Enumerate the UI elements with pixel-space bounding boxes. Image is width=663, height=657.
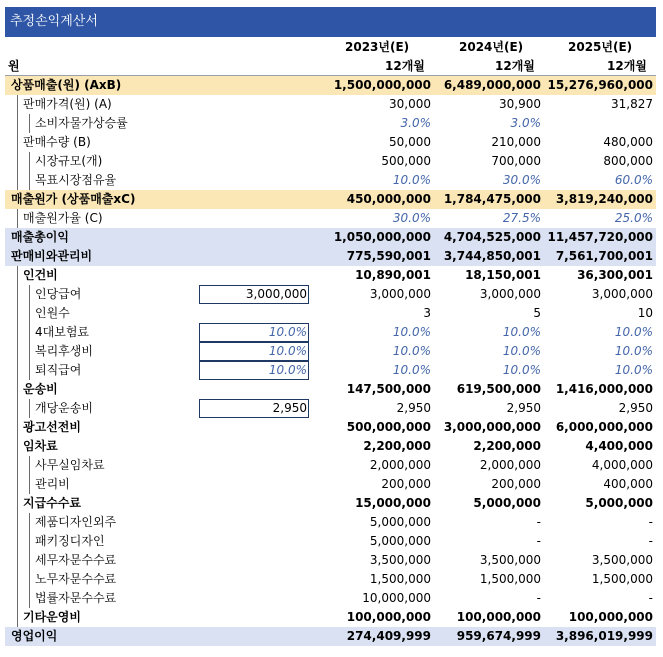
- indent-guide: [17, 266, 18, 285]
- indent-guide: [17, 323, 18, 342]
- table-row: [5, 114, 656, 133]
- row-label: 퇴직급여: [35, 363, 82, 377]
- value-cell-2023: 5,000,000: [369, 534, 431, 548]
- value-cell-2024: 30.0%: [502, 173, 541, 187]
- value-cell-2024: 3,000,000,000: [443, 420, 541, 434]
- value-cell-2023: 10.0%: [392, 173, 431, 187]
- value-cell-2025: 25.0%: [614, 211, 653, 225]
- value-cell-2023: 3: [423, 306, 431, 320]
- indent-guide: [17, 418, 18, 437]
- value-cell-2024: 2,000,000: [479, 458, 541, 472]
- indent-guide: [17, 342, 18, 361]
- value-cell-2023: 100,000,000: [346, 610, 431, 624]
- row-label: 사무실임차료: [35, 458, 105, 472]
- table-row: [5, 323, 656, 342]
- value-cell-2025: 15,276,960,000: [547, 78, 653, 92]
- indent-guide: [17, 361, 18, 380]
- value-cell-2023: 147,500,000: [346, 382, 431, 396]
- value-cell-2023: 3,500,000: [369, 553, 431, 567]
- row-label: 매출원가 (상품매출xC): [11, 192, 136, 206]
- row-label: 제품디자인외주: [35, 515, 117, 529]
- year-2023: 2023년(E): [345, 40, 410, 54]
- row-label: 광고선전비: [23, 420, 81, 434]
- period-header-row: [5, 57, 656, 76]
- row-label: 소비자물가상승률: [35, 116, 128, 130]
- value-cell-2023: 10.0%: [392, 325, 431, 339]
- year-2025: 2025년(E): [568, 40, 633, 54]
- value-cell-2025: 5,000,000: [585, 496, 653, 510]
- value-cell-2024: 3.0%: [510, 116, 541, 130]
- indent-guide: [17, 133, 18, 152]
- value-cell-2024: 3,000,000: [479, 287, 541, 301]
- value-cell-2024: 619,500,000: [456, 382, 541, 396]
- indent-guide: [29, 589, 30, 608]
- value-cell-2023: 274,409,999: [346, 629, 431, 643]
- value-cell-2023: 1,050,000,000: [333, 230, 431, 244]
- row-label: 인건비: [23, 268, 58, 282]
- value-cell-2024: 27.5%: [502, 211, 541, 225]
- value-cell-2023: 500,000: [381, 154, 431, 168]
- indent-guide: [29, 285, 30, 304]
- value-cell-2023: 2,000,000: [369, 458, 431, 472]
- row-label: 법률자문수수료: [35, 591, 117, 605]
- indent-guide: [17, 152, 18, 171]
- row-label: 인원수: [35, 306, 70, 320]
- value-cell-2024: 1,500,000: [479, 572, 541, 586]
- row-label: 노무자문수수료: [35, 572, 117, 586]
- value-cell-2023: 10.0%: [392, 363, 431, 377]
- row-label: 판매비와관리비: [11, 249, 93, 263]
- row-label: 시장규모(개): [35, 154, 103, 168]
- value-cell-2025: 2,950: [618, 401, 653, 415]
- value-cell-2023: 10,890,001: [355, 268, 431, 282]
- indent-guide: [17, 456, 18, 475]
- value-cell-2024: 200,000: [491, 477, 541, 491]
- table-row: [5, 456, 656, 475]
- value-cell-2025: 1,416,000,000: [555, 382, 653, 396]
- table-row: [5, 418, 656, 437]
- row-label: 영업이익: [11, 629, 58, 643]
- row-label: 세무자문수수료: [35, 553, 117, 567]
- sheet-title: 추정손익계산서: [5, 7, 656, 37]
- indent-guide: [17, 608, 18, 627]
- indent-guide: [17, 570, 18, 589]
- value-cell-2023: 30.0%: [392, 211, 431, 225]
- value-cell-2024: 10.0%: [502, 363, 541, 377]
- value-cell-2025: -: [648, 534, 653, 548]
- year-2024: 2024년(E): [459, 40, 524, 54]
- indent-guide: [17, 532, 18, 551]
- value-cell-2025: 3,500,000: [591, 553, 653, 567]
- value-cell-2025: 3,896,019,999: [555, 629, 653, 643]
- table-row: [5, 228, 656, 247]
- value-cell-2024: 1,784,475,000: [443, 192, 541, 206]
- indent-guide: [17, 437, 18, 456]
- indent-guide: [17, 171, 18, 190]
- indent-guide: [29, 399, 30, 418]
- table-row: [5, 627, 656, 646]
- value-cell-2024: 6,489,000,000: [443, 78, 541, 92]
- value-cell-2023: 15,000,000: [355, 496, 431, 510]
- value-cell-2025: 10.0%: [614, 325, 653, 339]
- row-label: 인당급여: [35, 287, 82, 301]
- unit-label: 원: [8, 59, 20, 73]
- value-cell-2024: 30,900: [499, 97, 541, 111]
- value-cell-2025: 6,000,000,000: [555, 420, 653, 434]
- input-value[interactable]: 10.0%: [268, 363, 307, 377]
- indent-guide: [29, 342, 30, 361]
- value-cell-2024: 10.0%: [502, 325, 541, 339]
- indent-guide: [29, 323, 30, 342]
- value-cell-2024: 959,674,999: [456, 629, 541, 643]
- value-cell-2024: 3,744,850,001: [443, 249, 541, 263]
- indent-guide: [17, 380, 18, 399]
- indent-guide: [29, 114, 30, 133]
- table-row: [5, 171, 656, 190]
- input-value[interactable]: 2,950: [272, 401, 307, 415]
- row-label: 임차료: [23, 439, 58, 453]
- value-cell-2024: 700,000: [491, 154, 541, 168]
- input-value[interactable]: 10.0%: [268, 325, 307, 339]
- indent-guide: [17, 209, 18, 228]
- table-row: [5, 475, 656, 494]
- row-label: 판매수량 (B): [23, 135, 91, 149]
- table-row: [5, 190, 656, 209]
- value-cell-2025: 1,500,000: [591, 572, 653, 586]
- value-cell-2025: 100,000,000: [568, 610, 653, 624]
- value-cell-2024: 4,704,525,000: [443, 230, 541, 244]
- indent-guide: [17, 589, 18, 608]
- row-label: 개당운송비: [35, 401, 93, 415]
- row-label: 상품매출(원) (AxB): [11, 78, 122, 92]
- row-label: 관리비: [35, 477, 70, 491]
- row-label: 목표시장점유율: [35, 173, 117, 187]
- row-label: 매출원가율 (C): [23, 211, 103, 225]
- indent-guide: [17, 95, 18, 114]
- value-cell-2025: 60.0%: [614, 173, 653, 187]
- row-label: 패키징디자인: [35, 534, 105, 548]
- indent-guide: [17, 304, 18, 323]
- table-row: [5, 76, 656, 95]
- table-row: [5, 608, 656, 627]
- value-cell-2025: [547, 114, 653, 133]
- value-cell-2025: 4,400,000: [585, 439, 653, 453]
- value-cell-2023: 2,200,000: [363, 439, 431, 453]
- value-cell-2024: 100,000,000: [456, 610, 541, 624]
- row-label: 복리후생비: [35, 344, 93, 358]
- value-cell-2023: 3.0%: [400, 116, 431, 130]
- input-value[interactable]: 3,000,000: [245, 287, 307, 301]
- indent-guide: [29, 532, 30, 551]
- table-row: [5, 247, 656, 266]
- value-cell-2023: 3,000,000: [369, 287, 431, 301]
- value-cell-2025: 10: [637, 306, 653, 320]
- row-label: 운송비: [23, 382, 58, 396]
- table-row: [5, 133, 656, 152]
- table-row: [5, 342, 656, 361]
- row-label: 4대보험료: [35, 325, 90, 339]
- value-cell-2023: 450,000,000: [346, 192, 431, 206]
- period-2024: 12개월: [495, 59, 535, 73]
- table-row: [5, 361, 656, 380]
- value-cell-2025: -: [648, 515, 653, 529]
- value-cell-2024: 3,500,000: [479, 553, 541, 567]
- input-value[interactable]: 10.0%: [268, 344, 307, 358]
- table-row: [5, 437, 656, 456]
- indent-guide: [17, 475, 18, 494]
- table-row: [5, 570, 656, 589]
- indent-guide: [17, 285, 18, 304]
- value-cell-2024: 5,000,000: [473, 496, 541, 510]
- value-cell-2023: 50,000: [389, 135, 431, 149]
- indent-guide: [17, 494, 18, 513]
- value-cell-2025: 31,827: [611, 97, 653, 111]
- table-row: [5, 304, 656, 323]
- table-row: [5, 209, 656, 228]
- indent-guide: [29, 171, 30, 190]
- value-cell-2023: 775,590,001: [346, 249, 431, 263]
- value-cell-2025: -: [648, 591, 653, 605]
- year-header-row: [5, 38, 656, 57]
- value-cell-2024: 2,950: [506, 401, 541, 415]
- indent-guide: [29, 570, 30, 589]
- value-cell-2024: 210,000: [491, 135, 541, 149]
- indent-guide: [17, 513, 18, 532]
- indent-guide: [29, 513, 30, 532]
- value-cell-2023: 1,500,000: [369, 572, 431, 586]
- indent-guide: [17, 114, 18, 133]
- value-cell-2024: 18,150,001: [465, 268, 541, 282]
- table-row: [5, 399, 656, 418]
- row-label: 매출총이익: [11, 230, 69, 244]
- table-row: [5, 494, 656, 513]
- table-row: [5, 589, 656, 608]
- table-row: [5, 152, 656, 171]
- value-cell-2025: 7,561,700,001: [555, 249, 653, 263]
- table-row: [5, 513, 656, 532]
- value-cell-2024: 10.0%: [502, 344, 541, 358]
- value-cell-2025: 10.0%: [614, 344, 653, 358]
- indent-guide: [29, 152, 30, 171]
- row-label: 판매가격(원) (A): [23, 97, 112, 111]
- value-cell-2023: 10,000,000: [362, 591, 431, 605]
- indent-guide: [29, 361, 30, 380]
- value-cell-2025: 10.0%: [614, 363, 653, 377]
- indent-guide: [17, 551, 18, 570]
- value-cell-2023: 200,000: [381, 477, 431, 491]
- table-row: [5, 266, 656, 285]
- row-label: 기타운영비: [23, 610, 81, 624]
- value-cell-2024: -: [536, 534, 541, 548]
- value-cell-2024: -: [536, 515, 541, 529]
- period-2025: 12개월: [607, 59, 647, 73]
- value-cell-2025: 3,819,240,000: [555, 192, 653, 206]
- value-cell-2023: 30,000: [389, 97, 431, 111]
- table-row: [5, 380, 656, 399]
- value-cell-2025: 36,300,001: [577, 268, 653, 282]
- value-cell-2025: 800,000: [603, 154, 653, 168]
- table-row: [5, 532, 656, 551]
- value-cell-2024: 2,200,000: [473, 439, 541, 453]
- value-cell-2023: 5,000,000: [369, 515, 431, 529]
- indent-guide: [17, 399, 18, 418]
- value-cell-2023: 500,000,000: [346, 420, 431, 434]
- indent-guide: [29, 304, 30, 323]
- table-row: [5, 95, 656, 114]
- table-row: [5, 285, 656, 304]
- indent-guide: [29, 475, 30, 494]
- value-cell-2025: 11,457,720,000: [547, 230, 653, 244]
- period-2023: 12개월: [385, 59, 425, 73]
- value-cell-2024: 5: [533, 306, 541, 320]
- value-cell-2024: -: [536, 591, 541, 605]
- table-row: [5, 551, 656, 570]
- value-cell-2025: 4,000,000: [591, 458, 653, 472]
- indent-guide: [29, 456, 30, 475]
- indent-guide: [29, 551, 30, 570]
- value-cell-2025: 480,000: [603, 135, 653, 149]
- value-cell-2025: 3,000,000: [591, 287, 653, 301]
- value-cell-2025: 400,000: [603, 477, 653, 491]
- value-cell-2023: 1,500,000,000: [333, 78, 431, 92]
- value-cell-2023: 2,950: [396, 401, 431, 415]
- row-label: 지급수수료: [23, 496, 81, 510]
- value-cell-2023: 10.0%: [392, 344, 431, 358]
